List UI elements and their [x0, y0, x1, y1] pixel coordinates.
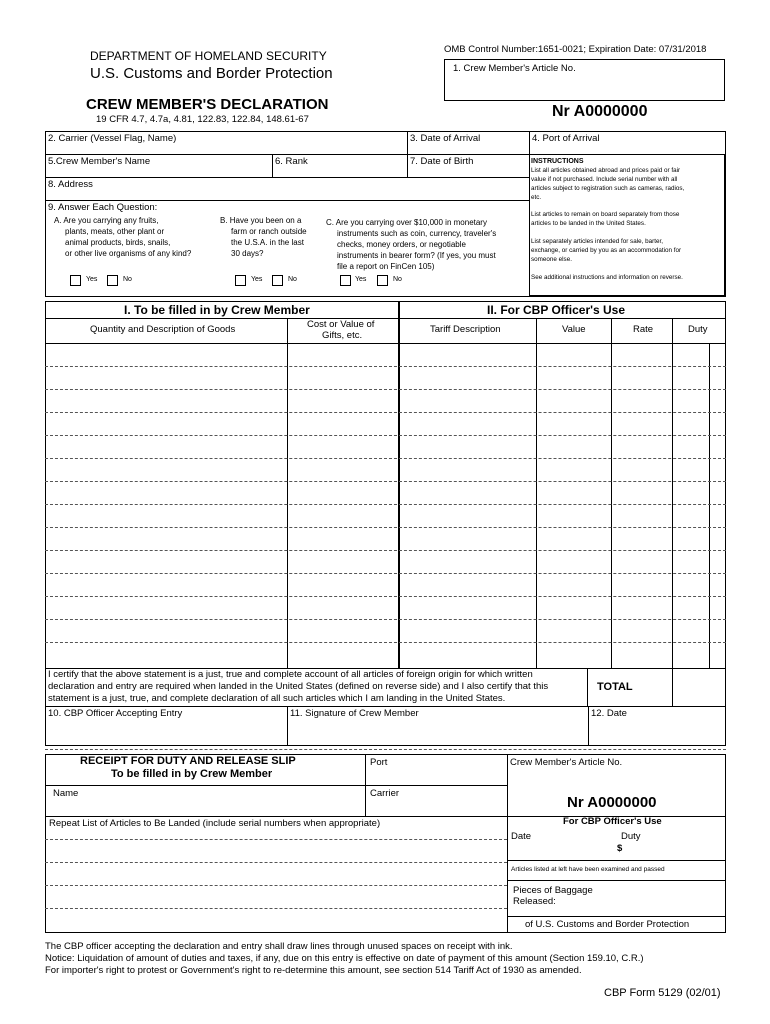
baggage-label-line1: Pieces of Baggage	[513, 885, 593, 896]
question-b-line3: the U.S.A. in the last	[231, 238, 304, 247]
instructions-title: INSTRUCTIONS	[531, 158, 584, 165]
instructions-p1-line1: List all articles obtained abroad and prices paid or fair	[531, 167, 681, 174]
carrier-label[interactable]: 2. Carrier (Vessel Flag, Name)	[48, 133, 177, 144]
address-label[interactable]: 8. Address	[48, 179, 93, 190]
receipt-subtitle: To be filled in by Crew Member	[111, 768, 273, 780]
col-quantity-description: Quantity and Description of Goods	[90, 324, 236, 335]
question-c-line5: file a report on FinCen 105)	[337, 262, 435, 271]
certification-line1: I certify that the above statement is a just, true and complete account of all articles of foreign origin for which written	[48, 669, 533, 680]
article-no-label: 1. Crew Member's Article No.	[453, 63, 576, 74]
question-a-line3: animal products, birds, snails,	[65, 238, 171, 247]
question-a-yes-checkbox[interactable]	[70, 275, 81, 286]
footer-line1: The CBP officer accepting the declaration and entry shall draw lines through unused spaces on receipt with ink.	[45, 941, 513, 952]
section-crew-member-heading: I. To be filled in by Crew Member	[124, 303, 310, 317]
dollar-sign: $	[617, 843, 623, 854]
agency-name: U.S. Customs and Border Protection	[90, 65, 333, 82]
question-c-no-checkbox[interactable]	[377, 275, 388, 286]
department-name: DEPARTMENT OF HOMELAND SECURITY	[90, 49, 327, 63]
receipt-port-label[interactable]: Port	[370, 757, 388, 768]
question-b-no-checkbox[interactable]	[272, 275, 283, 286]
crew-signature-label[interactable]: 11. Signature of Crew Member	[290, 708, 419, 719]
question-a-yes-label: Yes	[86, 276, 98, 283]
certification-line3: statement is a just, true, and complete declaration of all such articles which I am landing in the United States.	[48, 693, 506, 704]
instructions-p1-line4: etc.	[531, 194, 542, 201]
cfr-reference: 19 CFR 4.7, 4.7a, 4.81, 122.83, 122.84, 148.61-67	[96, 114, 309, 125]
question-c-no-label: No	[393, 276, 402, 283]
question-a-no-label: No	[123, 276, 132, 283]
total-label: TOTAL	[597, 681, 633, 693]
receipt-carrier-label[interactable]: Carrier	[370, 788, 400, 799]
date-of-arrival-label[interactable]: 3. Date of Arrival	[410, 133, 481, 144]
col-duty: Duty	[688, 324, 708, 335]
instructions-p3-line3: someone else.	[531, 256, 572, 263]
footer-line2: Notice: Liquidation of amount of duties and taxes, if any, due on this entry is effective on date of payment of this amount (Section 159.10, C.R.)	[45, 953, 644, 964]
col-cost-value-line1: Cost or Value of	[307, 319, 375, 330]
question-b-line1: B. Have you been on a	[220, 216, 302, 225]
instructions-p4: See additional instructions and information on reverse.	[531, 274, 683, 281]
question-c-line4: instruments in bearer form? (If yes, you must	[337, 251, 496, 260]
port-of-arrival-label[interactable]: 4. Port of Arrival	[532, 133, 600, 144]
col-tariff-description: Tariff Description	[430, 324, 501, 335]
instructions-p1-line2: value if not purchased. Include serial number with all	[531, 176, 678, 183]
col-rate: Rate	[633, 324, 654, 335]
article-no-box[interactable]	[444, 59, 725, 101]
instructions-p3-line1: List separately articles intended for sale, barter,	[531, 238, 663, 245]
form-number: Nr A0000000	[552, 103, 648, 120]
crew-name-label[interactable]: 5.Crew Member's Name	[48, 156, 151, 167]
receipt-date-label[interactable]: Date	[511, 831, 532, 842]
date-of-birth-label[interactable]: 7. Date of Birth	[410, 156, 474, 167]
cbp-officer-accepting-label[interactable]: 10. CBP Officer Accepting Entry	[48, 708, 183, 719]
question-b-yes-checkbox[interactable]	[235, 275, 246, 286]
answer-questions-label: 9. Answer Each Question:	[48, 202, 158, 213]
question-a-line4: or other live organisms of any kind?	[65, 249, 192, 258]
rank-label[interactable]: 6. Rank	[275, 156, 308, 167]
question-b-no-label: No	[288, 276, 297, 283]
instructions-p1-line3: articles subject to registration such as cameras, radios,	[531, 185, 685, 192]
omb-control-number: OMB Control Number:1651-0021; Expiration Date: 07/31/2018	[444, 44, 707, 55]
signature-date-label[interactable]: 12. Date	[591, 708, 627, 719]
repeat-list-label: Repeat List of Articles to Be Landed (include serial numbers when appropriate)	[49, 818, 381, 829]
question-a-no-checkbox[interactable]	[107, 275, 118, 286]
question-c-line2: instruments such as coin, currency, traveler's	[337, 229, 497, 238]
receipt-name-label[interactable]: Name	[53, 788, 79, 799]
form-identifier: CBP Form 5129 (02/01)	[604, 987, 721, 999]
instructions-p2-line1: List articles to remain on board separately from those	[531, 211, 680, 218]
question-a-line1: A. Are you carrying any fruits,	[54, 216, 159, 225]
receipt-form-number: Nr A0000000	[567, 794, 657, 811]
question-c-line3: checks, money orders, or negotiable	[337, 240, 466, 249]
question-b-line2: farm or ranch outside	[231, 227, 307, 236]
col-value: Value	[562, 324, 586, 335]
receipt-title: RECEIPT FOR DUTY AND RELEASE SLIP	[80, 755, 296, 767]
instructions-p2-line2: articles to be landed in the United States.	[531, 220, 646, 227]
of-cbp-label: of U.S. Customs and Border Protection	[525, 919, 690, 930]
baggage-released-field[interactable]	[562, 896, 702, 908]
instructions-p3-line2: exchange, or carried by you as an accommodation for	[531, 247, 682, 254]
form-title: CREW MEMBER'S DECLARATION	[86, 96, 329, 113]
certification-line2: declaration and entry are required when landed in the United States (defined on reverse side) and I also certify that this	[48, 681, 549, 692]
officer-use-label: For CBP Officer's Use	[563, 816, 662, 827]
footer-line3: For importer's right to protest or Government's right to re-determine this amount, see section 514 Tariff Act of 1930 as amended.	[45, 965, 582, 976]
question-b-line4: 30 days?	[231, 249, 264, 258]
question-c-line1: C. Are you carrying over $10,000 in monetary	[326, 218, 487, 227]
receipt-article-no-label[interactable]: Crew Member's Article No.	[510, 757, 623, 768]
question-a-line2: plants, meats, other plant or	[65, 227, 165, 236]
baggage-label-line2: Released:	[513, 896, 556, 907]
question-c-yes-checkbox[interactable]	[340, 275, 351, 286]
col-cost-value-line2: Gifts, etc.	[322, 330, 363, 341]
receipt-duty-label[interactable]: Duty	[621, 831, 641, 842]
question-c-yes-label: Yes	[355, 276, 367, 283]
examined-passed-text: Articles listed at left have been examined and passed	[511, 866, 665, 873]
question-b-yes-label: Yes	[251, 276, 263, 283]
section-cbp-officer-heading: II. For CBP Officer's Use	[487, 303, 626, 317]
total-amount-field[interactable]	[673, 669, 725, 706]
